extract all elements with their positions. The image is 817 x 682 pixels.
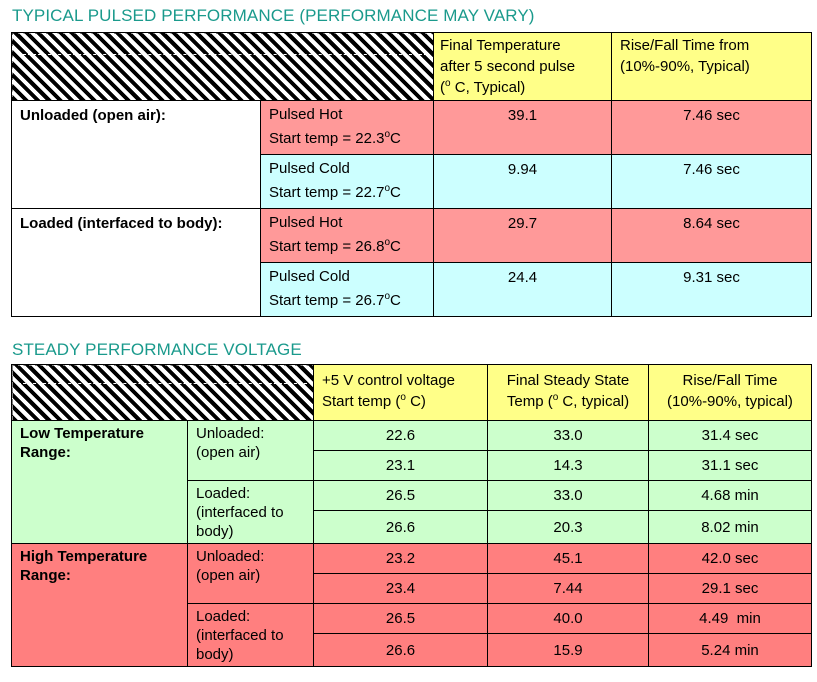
condition-loaded: Loaded: (interfaced to body) <box>188 604 314 667</box>
header-start-temp-line1: +5 V control voltage <box>322 372 456 389</box>
start-temp: Start temp = $26.7^oC$ <box>269 291 401 309</box>
start-temp-value: 23.1 <box>314 451 488 481</box>
header-rise-fall-line1: Rise/Fall Time <box>682 372 778 389</box>
header-final-temperature-line2: after 5 second pulse <box>440 58 576 75</box>
rise-fall-value: 42.0 sec <box>649 544 812 574</box>
final-temp-value: 15.9 <box>488 634 649 667</box>
final-temp-value: 24.4 <box>434 263 612 317</box>
mode-label: Pulsed Hot <box>269 214 343 231</box>
mode-label: Pulsed Hot <box>269 106 343 123</box>
mode-label: Pulsed Cold <box>269 268 350 285</box>
header-rise-fall-time <box>612 33 812 101</box>
final-temp-value: 29.7 <box>434 209 612 263</box>
start-temp: Start temp = $26.8^oC$ <box>269 237 401 255</box>
final-temp-value: 20.3 <box>488 511 649 544</box>
header-rise-fall-line2: (10%-90%, typical) <box>667 393 793 410</box>
steady-section-title: STEADY PERFORMANCE VOLTAGE <box>12 340 302 359</box>
start-temp-value: 26.5 <box>314 481 488 511</box>
final-temp-value: 33.0 <box>488 421 649 451</box>
header-final-steady-line1: Final Steady State <box>506 372 630 389</box>
rise-fall-value: 7.46 sec <box>612 155 812 209</box>
start-temp-value: 26.6 <box>314 634 488 667</box>
mode-cell <box>261 101 434 155</box>
header-rise-fall-line2: (10%-90%, Typical) <box>620 58 750 75</box>
rise-fall-value: 4.68 min <box>649 481 812 511</box>
final-temp-value: 45.1 <box>488 544 649 574</box>
rise-fall-value: 9.31 sec <box>612 263 812 317</box>
rise-fall-value: 29.1 sec <box>649 574 812 604</box>
rise-fall-value: 7.46 sec <box>612 101 812 155</box>
group-label-unloaded: Unloaded (open air): <box>12 101 261 209</box>
start-temp-value: 22.6 <box>314 421 488 451</box>
final-temp-value: 40.0 <box>488 604 649 634</box>
final-temp-value: 9.94 <box>434 155 612 209</box>
hatched-header-cell <box>12 365 314 421</box>
mode-cell <box>261 209 434 263</box>
start-temp-value: 26.5 <box>314 604 488 634</box>
rise-fall-value: 8.64 sec <box>612 209 812 263</box>
steady-performance-table <box>11 364 812 667</box>
header-final-steady-line2: Temp ($^o$ C, typical) <box>506 392 630 410</box>
header-final-temperature-line1: Final Temperature <box>440 37 561 54</box>
rise-fall-value: 31.4 sec <box>649 421 812 451</box>
mode-label: Pulsed Cold <box>269 160 350 177</box>
rise-fall-value: 8.02 min <box>649 511 812 544</box>
condition-loaded: Loaded: (interfaced to body) <box>188 481 314 544</box>
header-final-steady-state <box>488 365 649 421</box>
header-final-temperature-line3: ($^o$ C, Typical) <box>440 78 526 96</box>
header-final-temperature <box>434 33 612 101</box>
start-temp: Start temp = $22.7^oC$ <box>269 183 401 201</box>
pulsed-section-title: TYPICAL PULSED PERFORMANCE (PERFORMANCE MAY VARY) <box>12 6 535 25</box>
final-temp-value: 7.44 <box>488 574 649 604</box>
rise-fall-value: 31.1 sec <box>649 451 812 481</box>
header-rise-fall-time <box>649 365 812 421</box>
header-start-temp <box>314 365 488 421</box>
mode-cell <box>261 263 434 317</box>
range-label-high: High Temperature Range: <box>12 544 188 667</box>
start-temp-value: 26.6 <box>314 511 488 544</box>
start-temp: Start temp = $22.3^oC$ <box>269 129 401 147</box>
start-temp-value: 23.4 <box>314 574 488 604</box>
final-temp-value: 39.1 <box>434 101 612 155</box>
start-temp-value: 23.2 <box>314 544 488 574</box>
header-start-temp-line2: Start temp ($^o$ C) <box>322 392 426 410</box>
final-temp-value: 14.3 <box>488 451 649 481</box>
group-label-loaded: Loaded (interfaced to body): <box>12 209 261 317</box>
final-temp-value: 33.0 <box>488 481 649 511</box>
range-label-low: Low Temperature Range: <box>12 421 188 544</box>
rise-fall-value: 4.49 min <box>649 604 812 634</box>
hatched-header-cell <box>12 33 434 101</box>
pulsed-performance-table <box>11 32 812 317</box>
header-rise-fall-line1: Rise/Fall Time from <box>620 37 750 54</box>
condition-unloaded: Unloaded: (open air) <box>188 544 314 604</box>
rise-fall-value: 5.24 min <box>649 634 812 667</box>
condition-unloaded: Unloaded: (open air) <box>188 421 314 481</box>
mode-cell <box>261 155 434 209</box>
